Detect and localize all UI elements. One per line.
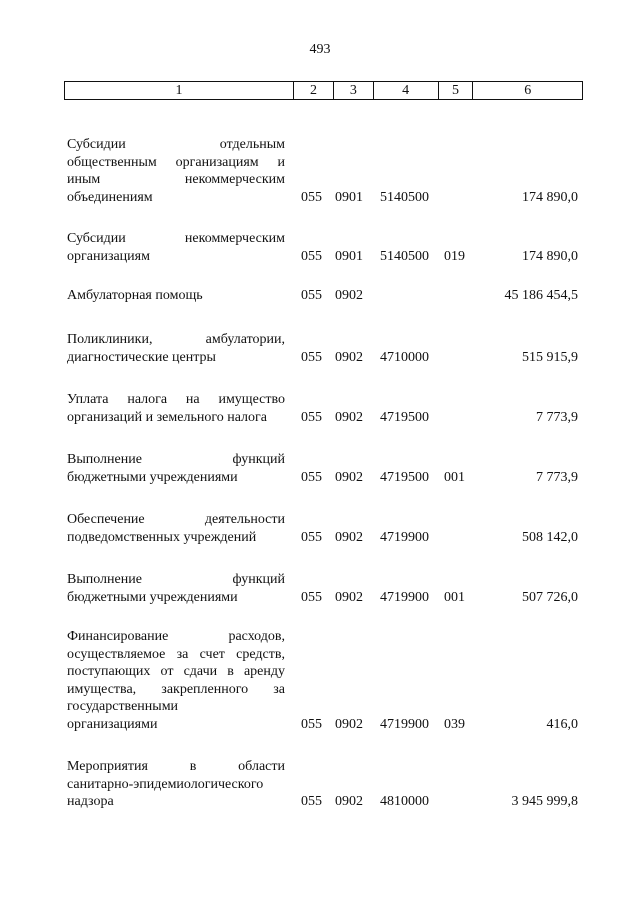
table-row [64, 331, 583, 366]
row-name-line: Амбулаторная помощь [67, 288, 203, 303]
row-article: 4810000 [380, 794, 429, 810]
row-section: 0902 [335, 717, 363, 732]
row-article: 4719500 [380, 469, 429, 485]
row-name-line: диагностические центры [67, 349, 216, 365]
row-section: 0902 [335, 589, 363, 605]
row-name-line: общественным организациям и [67, 154, 285, 170]
row-name [67, 230, 285, 265]
row-sum: 3 945 999,8 [511, 794, 578, 810]
row-name-line: Выполнение функций [67, 572, 285, 587]
row-grbs: 055 [301, 409, 322, 425]
row-name [67, 571, 285, 606]
header-col-5: 5 [439, 82, 474, 99]
row-name-line: организаций и земельного налога [67, 409, 267, 425]
row-sum: 515 915,9 [522, 349, 578, 365]
table-row [64, 571, 583, 606]
header-col-6: 6 [524, 83, 532, 98]
row-name-line: подведомственных учреждений [67, 529, 257, 545]
row-sum: 7 773,9 [536, 469, 578, 485]
row-name [67, 331, 285, 366]
row-sum: 174 890,0 [522, 189, 578, 205]
row-name-line: государственными [67, 699, 179, 715]
row-name-line: организациями [67, 716, 158, 732]
row-name-line: имущества, закрепленного за [67, 681, 285, 697]
row-sum: 45 186 454,5 [504, 288, 578, 303]
row-name-line: объединениям [67, 189, 153, 205]
row-name-line: Субсидии отдельным [67, 137, 285, 152]
row-sum: 508 142,0 [522, 529, 578, 545]
row-name [67, 136, 285, 206]
row-name-line: бюджетными учреждениями [67, 589, 238, 605]
row-name-line: Мероприятия в области [67, 759, 285, 774]
row-exp-type: 039 [444, 717, 465, 732]
table-row [64, 136, 583, 206]
row-section: 0901 [335, 189, 363, 205]
row-name [67, 758, 285, 811]
table-row [64, 511, 583, 546]
table-row [64, 628, 583, 734]
row-sum: 416,0 [546, 717, 578, 732]
row-article: 5140500 [380, 189, 429, 205]
row-name-line: Обеспечение деятельности [67, 512, 285, 527]
row-name-line: Поликлиники, амбулатории, [67, 332, 285, 347]
row-article: 4719900 [380, 717, 429, 732]
row-sum: 7 773,9 [536, 409, 578, 425]
row-name-line: Выполнение функций [67, 452, 285, 467]
row-article: 4719500 [380, 409, 429, 425]
row-name [67, 511, 285, 546]
row-exp-type: 001 [444, 469, 465, 485]
row-grbs: 055 [301, 349, 322, 365]
row-name-line: санитарно-эпидемиологического [67, 776, 264, 792]
row-name-line: бюджетными учреждениями [67, 469, 238, 485]
row-section: 0901 [335, 248, 363, 264]
row-name [67, 451, 285, 486]
row-grbs: 055 [301, 248, 322, 264]
row-grbs: 055 [301, 469, 322, 485]
row-exp-type: 019 [444, 248, 465, 264]
row-section: 0902 [335, 794, 363, 810]
row-grbs: 055 [301, 529, 322, 545]
header-col-2: 2 [294, 82, 334, 99]
row-name [67, 391, 285, 426]
row-name-line: организациям [67, 248, 150, 264]
row-name-line: Субсидии некоммерческим [67, 231, 285, 246]
header-col-3: 3 [334, 82, 374, 99]
table-row [64, 758, 583, 811]
row-section: 0902 [335, 409, 363, 425]
row-name [67, 628, 285, 734]
row-name-line: Уплата налога на имущество [67, 392, 285, 407]
row-section: 0902 [335, 529, 363, 545]
table-row [64, 287, 583, 305]
table-row [64, 451, 583, 486]
row-section: 0902 [335, 288, 363, 303]
row-grbs: 055 [301, 589, 322, 605]
row-article: 4710000 [380, 349, 429, 365]
table-header [64, 81, 583, 100]
row-grbs: 055 [301, 717, 322, 732]
header-col-4: 4 [374, 82, 439, 99]
header-col-1: 1 [65, 82, 294, 99]
row-article: 5140500 [380, 248, 429, 264]
row-article: 4719900 [380, 589, 429, 605]
row-exp-type: 001 [444, 589, 465, 605]
page-number: 493 [309, 42, 331, 57]
row-name [67, 287, 285, 305]
row-sum: 507 726,0 [522, 589, 578, 605]
table-row [64, 230, 583, 265]
row-name-line: Финансирование расходов, [67, 629, 285, 644]
row-name-line: иным некоммерческим [67, 172, 285, 188]
row-section: 0902 [335, 469, 363, 485]
row-article: 4719900 [380, 529, 429, 545]
row-grbs: 055 [301, 189, 322, 205]
row-name-line: поступающих от сдачи в аренду [67, 664, 285, 680]
row-sum: 174 890,0 [522, 248, 578, 264]
row-grbs: 055 [301, 288, 322, 303]
row-name-line: надзора [67, 794, 114, 810]
row-section: 0902 [335, 349, 363, 365]
row-grbs: 055 [301, 794, 322, 810]
table-row [64, 391, 583, 426]
row-name-line: осуществляемое за счет средств, [67, 646, 285, 662]
